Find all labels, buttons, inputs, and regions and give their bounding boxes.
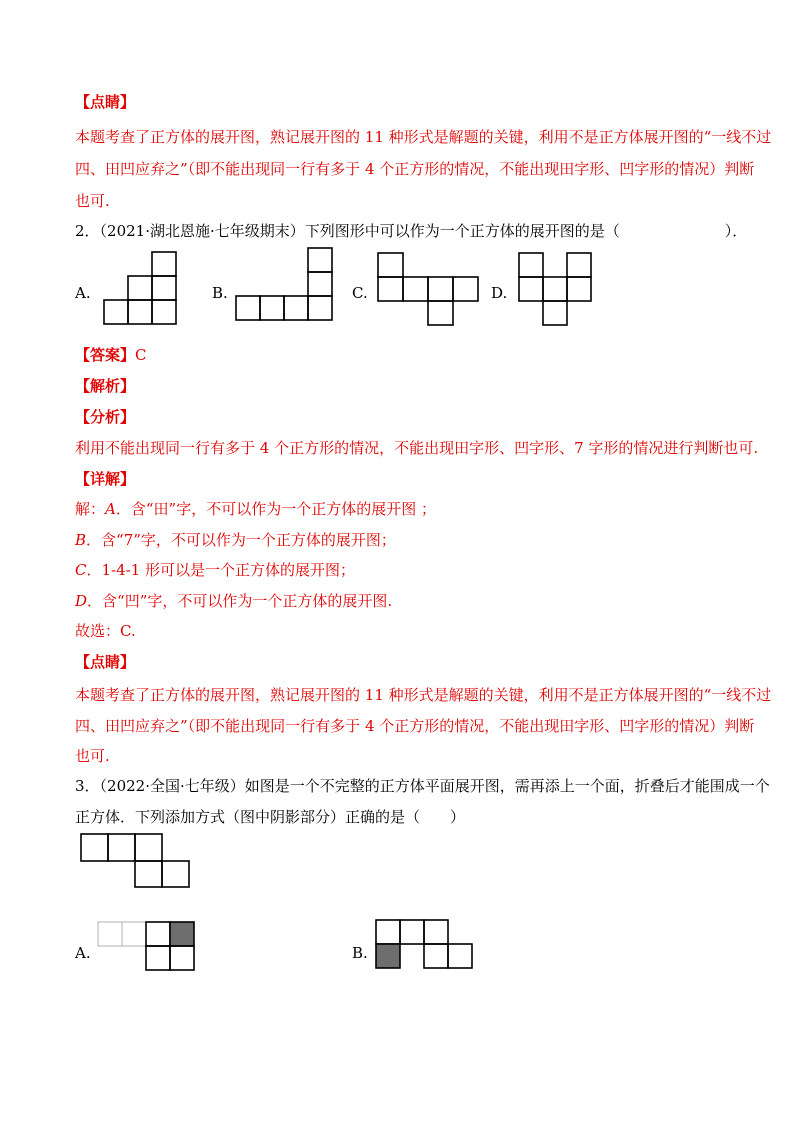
dianjing2-line-3: 也可. (75, 747, 110, 765)
answer-tag: 【答案】 (75, 346, 136, 364)
q2-option-c-label: C. (352, 284, 368, 302)
q3-option-b-label: B. (352, 944, 368, 962)
fenxi-heading: 【分析】 (75, 408, 136, 426)
answer-line (75, 346, 147, 364)
xiangjie-heading: 【详解】 (75, 470, 136, 488)
q2-option-b-figure (234, 246, 334, 324)
detail-letter-c: C (75, 561, 87, 579)
question-3-stem-line-1: 3．（2022·全国·七年级）如图是一个不完整的正方体平面展开图，需再添上一个面，折叠后才能围成一个 (75, 777, 770, 795)
dianjing-heading-1: 【点睛】 (75, 93, 136, 111)
q3-option-a-label: A. (75, 944, 91, 962)
q2-option-d-figure (517, 251, 595, 327)
q2-option-b-label: B. (212, 284, 228, 302)
question-3-stem-line-2: 正方体．下列添加方式（图中阴影部分）正确的是（ ） (75, 808, 466, 826)
detail-text-b: ．含“7”字，不可以作为一个正方体的展开图； (86, 531, 396, 549)
dianjing2-line-2: 四、田凹应弃之”（即不能出现同一行有多于 4 个正方形的情况，不能出现田字形、凹字形的情况）判断 (75, 717, 755, 735)
detail-letter-b: B (75, 531, 87, 549)
q3-option-a-figure (96, 920, 196, 972)
detail-line-a (75, 500, 436, 518)
q2-option-c-figure (376, 251, 480, 327)
jiexi-heading: 【解析】 (75, 377, 136, 395)
detail-text-c: ．1-4-1 形可以是一个正方体的展开图； (86, 561, 356, 579)
q3-main-figure (80, 832, 190, 888)
fenxi-text: 利用不能出现同一行有多于 4 个正方形的情况，不能出现田字形、凹字形、7 字形的情况进行判断也可. (75, 439, 759, 457)
q2-option-d-label: D. (491, 284, 508, 302)
detail-line-d (75, 592, 392, 610)
dianjing-line-3: 也可. (75, 192, 110, 210)
question-2-stem: 2．（2021·湖北恩施·七年级期末）下列图形中可以作为一个正方体的展开图的是（ ）． (75, 222, 748, 240)
detail-text-a: ．含“田”字，不可以作为一个正方体的展开图 ； (115, 500, 436, 518)
detail-lead: 解： (75, 500, 106, 518)
dianjing2-line-1: 本题考查了正方体的展开图，熟记展开图的 11 种形式是解题的关键，利用不是正方体展开图的“一线不过 (75, 686, 772, 704)
detail-letter-a: A (105, 500, 116, 518)
detail-line-b (75, 531, 396, 549)
choice-line: 故选：C. (75, 622, 136, 640)
detail-text-d: ．含“凹”字，不可以作为一个正方体的展开图. (87, 592, 393, 610)
q3-option-b-figure (374, 918, 474, 970)
dianjing-line-1: 本题考查了正方体的展开图，熟记展开图的 11 种形式是解题的关键，利用不是正方体展开图的“一线不过 (75, 128, 772, 146)
answer-value: C (135, 346, 147, 364)
detail-letter-d: D (75, 592, 88, 610)
detail-line-c (75, 561, 355, 579)
q2-option-a-figure (100, 250, 180, 325)
dianjing-line-2: 四、田凹应弃之”（即不能出现同一行有多于 4 个正方形的情况，不能出现田字形、凹字形的情况）判断 (75, 160, 755, 178)
dianjing-heading-2: 【点睛】 (75, 653, 136, 671)
q2-option-a-label: A. (75, 284, 91, 302)
